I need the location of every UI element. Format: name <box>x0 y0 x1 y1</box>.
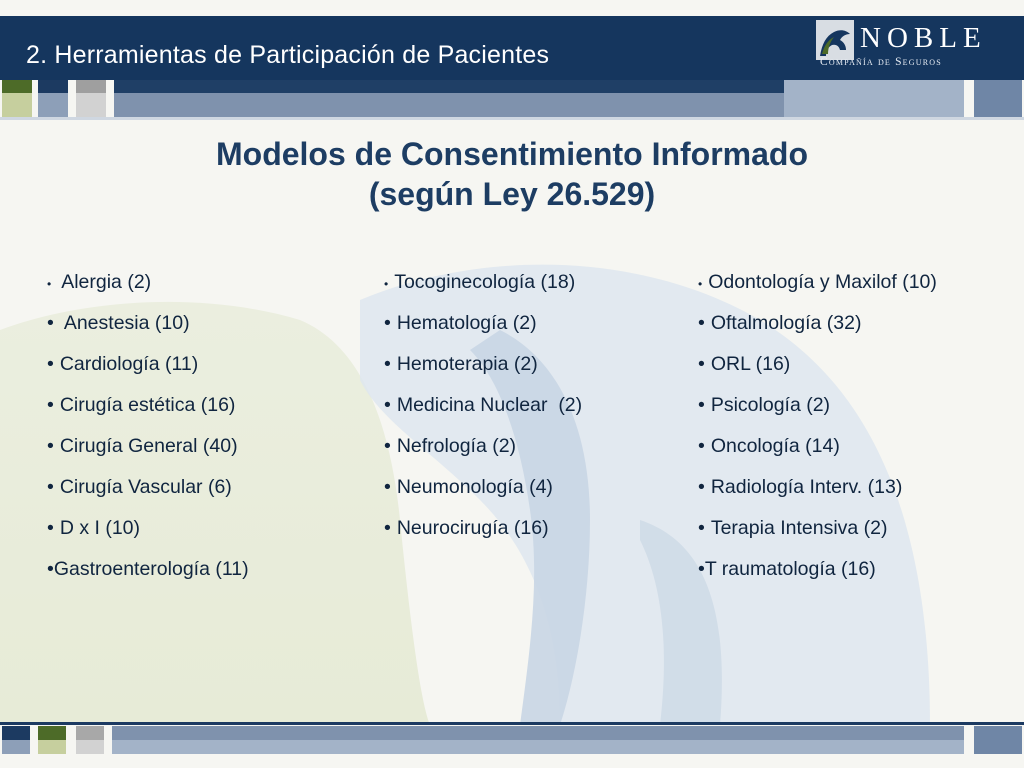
slide-title-line1: Modelos de Consentimiento Informado <box>215 136 808 172</box>
list-item: • D x I (10) <box>47 517 141 539</box>
list-item: • Oftalmología (32) <box>698 312 862 334</box>
list-item: • Tocoginecología (18) <box>384 271 576 293</box>
slide-title <box>0 134 1024 214</box>
specialty-list-col2 <box>384 262 582 549</box>
list-item: • Cirugía General (40) <box>47 435 238 457</box>
list-item: • Terapia Intensiva (2) <box>698 517 888 539</box>
list-item: • Radiología Interv. (13) <box>698 476 903 498</box>
list-item: • Neumonología (4) <box>384 476 553 498</box>
list-item: •T raumatología (16) <box>698 558 876 580</box>
logo-subtitle: Compañía de Seguros <box>820 56 942 68</box>
header-title: 2. Herramientas de Participación de Pacientes <box>26 41 550 69</box>
specialty-list-col1 <box>47 262 249 590</box>
noble-logo <box>812 16 1024 76</box>
list-item: • Psicología (2) <box>698 394 831 416</box>
list-item: • Alergia (2) <box>47 271 152 293</box>
slide-title-line2: (según Ley 26.529) <box>368 176 656 212</box>
list-item: • Anestesia (10) <box>47 312 190 334</box>
list-item: • Cardiología (11) <box>47 353 199 375</box>
specialty-list-col3 <box>698 262 937 590</box>
list-item: • Hemoterapia (2) <box>384 353 538 375</box>
list-item: • Nefrología (2) <box>384 435 517 457</box>
list-item: • Hematología (2) <box>384 312 537 334</box>
logo-wordmark: NOBLE <box>860 22 987 54</box>
list-item: • Cirugía Vascular (6) <box>47 476 232 498</box>
list-item: • Odontología y Maxilof (10) <box>698 271 937 293</box>
list-item: •Gastroenterología (11) <box>47 558 249 580</box>
list-item: • Medicina Nuclear (2) <box>384 394 583 416</box>
list-item: • ORL (16) <box>698 353 791 375</box>
list-item: • Oncología (14) <box>698 435 840 457</box>
list-item: • Neurocirugía (16) <box>384 517 549 539</box>
list-item: • Cirugía estética (16) <box>47 394 236 416</box>
horse-icon <box>816 20 854 60</box>
